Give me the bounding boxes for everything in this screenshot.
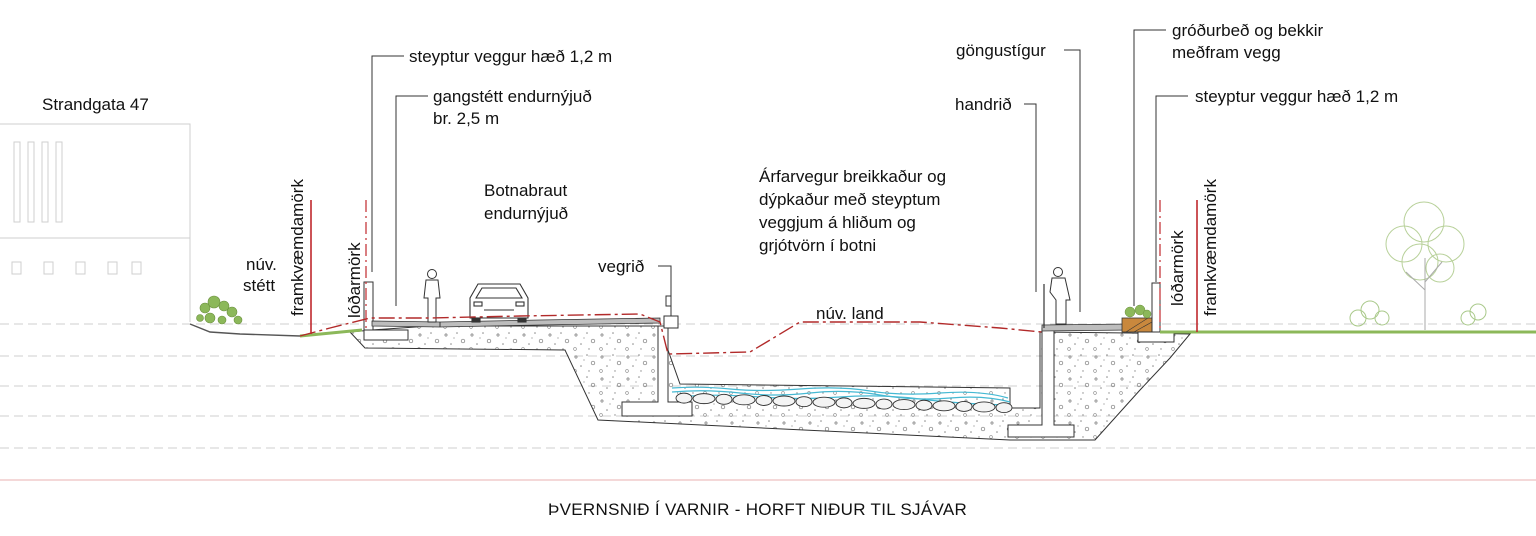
riprap-stone: [876, 399, 892, 409]
riprap-stone: [956, 401, 972, 411]
left-existing-sidewalk: [190, 324, 300, 336]
channel-label-line1: Árfarvegur breikkaður og: [759, 167, 947, 186]
sidewalk-label-line2: br. 2,5 m: [433, 109, 500, 128]
pedestrian-figure-right: [1050, 268, 1070, 325]
guardrail-label: vegrið: [598, 257, 645, 276]
lodarmork-left-label: lóðarmörk: [345, 242, 364, 318]
riprap-stone: [916, 400, 932, 410]
riprap-stone: [756, 396, 772, 406]
framkvaemdamork-left-label: framkvæmdamörk: [288, 179, 307, 316]
riprap-stone: [796, 397, 812, 407]
footpath-label: göngustígur: [956, 41, 1046, 60]
riprap-stone: [693, 394, 715, 404]
handrail-label: handrið: [955, 95, 1012, 114]
tree-icon: [1386, 202, 1464, 330]
right-wall-label: steyptur veggur hæð 1,2 m: [1195, 87, 1399, 106]
pedestrian-figure-left: [424, 270, 440, 323]
planter-bench: [1122, 305, 1152, 332]
riprap-stone: [973, 402, 995, 412]
riprap-stone: [773, 396, 795, 406]
riprap-stone: [933, 401, 955, 411]
existing-land-label: núv. land: [816, 304, 884, 323]
riprap-stone: [716, 394, 732, 404]
riprap-stone: [836, 398, 852, 408]
existing-sidewalk-label-line1: núv.: [246, 255, 277, 274]
limit-lines: [311, 200, 1197, 334]
road-label-line1: Botnabraut: [484, 181, 568, 200]
planter-label-line2: meðfram vegg: [1172, 43, 1281, 62]
existing-sidewalk-label-line2: stétt: [243, 276, 276, 295]
riprap-stone: [893, 400, 915, 410]
riprap-stone: [813, 397, 835, 407]
building-label: Strandgata 47: [42, 95, 149, 114]
framkvaemdamork-right-label: framkvæmdamörk: [1201, 179, 1220, 316]
channel-label-line3: veggjum á hliðum og: [759, 213, 916, 232]
channel-label-line4: grjótvörn í botni: [759, 236, 877, 255]
road-label-line2: endurnýjuð: [484, 204, 569, 223]
riprap-stone: [733, 395, 755, 405]
left-wall-label: steyptur veggur hæð 1,2 m: [409, 47, 613, 66]
concrete-gravel-fill: [350, 326, 1190, 440]
lodarmork-right-label: lóðarmörk: [1168, 230, 1187, 306]
drawing-title: ÞVERNSNIÐ Í VARNIR - HORFT NIÐUR TIL SJÁVAR: [548, 500, 968, 519]
riprap-stone: [996, 403, 1012, 413]
channel-label-line2: dýpkaður með steyptum: [759, 190, 941, 209]
building-strandgata-47: [0, 124, 190, 322]
left-shrub: [197, 296, 243, 324]
riprap-stone: [853, 398, 875, 408]
planter-label-line1: gróðurbeð og bekkir: [1172, 21, 1324, 40]
riprap-stone: [676, 393, 692, 403]
right-shrubs: [1350, 301, 1486, 326]
guardrail-icon: [664, 288, 678, 328]
sidewalk-label-line1: gangstétt endurnýjuð: [433, 87, 592, 106]
